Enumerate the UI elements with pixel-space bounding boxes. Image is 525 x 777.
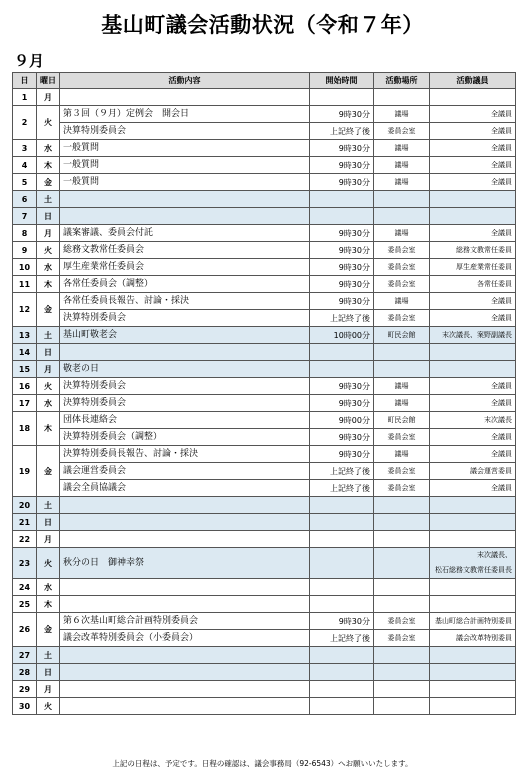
place-cell: 委員会室 xyxy=(374,429,430,446)
time-cell xyxy=(310,579,374,596)
weekday-cell: 水 xyxy=(37,259,60,276)
table-row xyxy=(13,630,516,647)
members-cell xyxy=(430,681,516,698)
table-row xyxy=(13,412,516,429)
table-row xyxy=(13,378,516,395)
weekday-cell: 火 xyxy=(37,106,60,140)
time-cell: 9時30分 xyxy=(310,446,374,463)
activity-cell: 決算特別委員長報告、討論・採決 xyxy=(60,446,310,463)
day-cell: 26 xyxy=(13,613,37,647)
place-cell xyxy=(374,548,430,579)
weekday-cell: 月 xyxy=(37,89,60,106)
time-cell xyxy=(310,531,374,548)
activity-cell xyxy=(60,191,310,208)
weekday-cell: 水 xyxy=(37,579,60,596)
day-cell: 5 xyxy=(13,174,37,191)
weekday-cell: 金 xyxy=(37,293,60,327)
weekday-cell: 日 xyxy=(37,514,60,531)
weekday-cell: 火 xyxy=(37,548,60,579)
weekday-cell: 木 xyxy=(37,276,60,293)
members-cell xyxy=(430,514,516,531)
table-row xyxy=(13,123,516,140)
activity-cell xyxy=(60,89,310,106)
table-row xyxy=(13,446,516,463)
place-cell: 委員会室 xyxy=(374,310,430,327)
activity-cell: 議会改革特別委員会（小委員会） xyxy=(60,630,310,647)
day-cell: 25 xyxy=(13,596,37,613)
time-cell: 上記終了後 xyxy=(310,630,374,647)
table-row xyxy=(13,259,516,276)
table-row xyxy=(13,276,516,293)
place-cell: 委員会室 xyxy=(374,630,430,647)
time-cell xyxy=(310,89,374,106)
weekday-cell: 月 xyxy=(37,681,60,698)
table-row xyxy=(13,208,516,225)
table-row xyxy=(13,191,516,208)
activity-cell: 決算特別委員会 xyxy=(60,310,310,327)
day-cell: 8 xyxy=(13,225,37,242)
day-cell: 19 xyxy=(13,446,37,497)
weekday-cell: 土 xyxy=(37,327,60,344)
time-cell xyxy=(310,361,374,378)
time-cell xyxy=(310,647,374,664)
place-cell: 議場 xyxy=(374,157,430,174)
time-cell: 上記終了後 xyxy=(310,310,374,327)
time-cell: 上記終了後 xyxy=(310,123,374,140)
day-cell: 4 xyxy=(13,157,37,174)
activity-cell: 厚生産業常任委員会 xyxy=(60,259,310,276)
table-row xyxy=(13,361,516,378)
day-cell: 17 xyxy=(13,395,37,412)
activity-cell: 各常任委員長報告、討論・採決 xyxy=(60,293,310,310)
day-cell: 7 xyxy=(13,208,37,225)
weekday-cell: 水 xyxy=(37,395,60,412)
day-cell: 3 xyxy=(13,140,37,157)
activity-cell: 団体長連絡会 xyxy=(60,412,310,429)
table-row xyxy=(13,647,516,664)
members-cell xyxy=(430,344,516,361)
members-cell: 基山町総合計画特別委員 xyxy=(430,613,516,630)
footer-note: 上記の日程は、予定です。日程の確認は、議会事務局（92-6543）へお願いいたします。 xyxy=(112,759,413,768)
members-cell xyxy=(430,531,516,548)
weekday-cell: 土 xyxy=(37,191,60,208)
members-cell: 全議員 xyxy=(430,225,516,242)
time-cell: 9時30分 xyxy=(310,395,374,412)
place-cell xyxy=(374,191,430,208)
members-cell: 全議員 xyxy=(430,480,516,497)
weekday-cell: 水 xyxy=(37,140,60,157)
place-cell: 議場 xyxy=(374,395,430,412)
members-cell xyxy=(430,208,516,225)
activity-cell xyxy=(60,579,310,596)
table-row xyxy=(13,106,516,123)
day-cell: 1 xyxy=(13,89,37,106)
table-row xyxy=(13,613,516,630)
members-cell xyxy=(430,361,516,378)
day-cell: 13 xyxy=(13,327,37,344)
members-cell: 全議員 xyxy=(430,106,516,123)
time-cell xyxy=(310,497,374,514)
day-cell: 30 xyxy=(13,698,37,715)
weekday-cell: 木 xyxy=(37,157,60,174)
members-cell xyxy=(430,579,516,596)
place-cell xyxy=(374,579,430,596)
table-row xyxy=(13,579,516,596)
activity-cell xyxy=(60,514,310,531)
weekday-cell: 土 xyxy=(37,647,60,664)
members-cell: 総務文教常任委員 xyxy=(430,242,516,259)
table-row xyxy=(13,698,516,715)
place-cell xyxy=(374,531,430,548)
activity-cell: 一般質問 xyxy=(60,140,310,157)
activity-cell xyxy=(60,698,310,715)
members-cell: 全議員 xyxy=(430,293,516,310)
day-cell: 16 xyxy=(13,378,37,395)
day-cell: 24 xyxy=(13,579,37,596)
place-cell xyxy=(374,681,430,698)
time-cell xyxy=(310,664,374,681)
place-cell: 町民会館 xyxy=(374,327,430,344)
header-day: 日 xyxy=(13,73,37,89)
time-cell: 上記終了後 xyxy=(310,463,374,480)
table-row xyxy=(13,293,516,310)
table-row xyxy=(13,89,516,106)
day-cell: 9 xyxy=(13,242,37,259)
time-cell xyxy=(310,596,374,613)
table-row xyxy=(13,174,516,191)
day-cell: 27 xyxy=(13,647,37,664)
activity-cell: 総務文教常任委員会 xyxy=(60,242,310,259)
time-cell: 9時30分 xyxy=(310,378,374,395)
place-cell xyxy=(374,647,430,664)
activity-cell xyxy=(60,681,310,698)
activity-cell xyxy=(60,596,310,613)
time-cell xyxy=(310,548,374,579)
page-title: 基山町議会活動状況（令和７年） xyxy=(101,13,424,37)
place-cell: 議場 xyxy=(374,378,430,395)
activity-cell: 秋分の日 御神幸祭 xyxy=(60,548,310,579)
activity-cell: 議会全員協議会 xyxy=(60,480,310,497)
weekday-cell: 土 xyxy=(37,497,60,514)
table-row xyxy=(13,497,516,514)
time-cell: 9時30分 xyxy=(310,429,374,446)
header-members: 活動議員 xyxy=(430,73,516,89)
day-cell: 20 xyxy=(13,497,37,514)
activity-cell xyxy=(60,647,310,664)
month-label: ９月 xyxy=(14,52,45,70)
place-cell: 委員会室 xyxy=(374,242,430,259)
place-cell xyxy=(374,344,430,361)
activity-cell: 第３回（９月）定例会 開会日 xyxy=(60,106,310,123)
table-row xyxy=(13,548,516,579)
table-row xyxy=(13,429,516,446)
header-weekday: 曜日 xyxy=(37,73,60,89)
time-cell: 9時00分 xyxy=(310,412,374,429)
activity-cell: 基山町敬老会 xyxy=(60,327,310,344)
day-cell: 15 xyxy=(13,361,37,378)
place-cell xyxy=(374,497,430,514)
members-cell: 各常任委員 xyxy=(430,276,516,293)
members-cell: 議会改革特別委員 xyxy=(430,630,516,647)
schedule-body xyxy=(13,89,516,715)
table-row xyxy=(13,531,516,548)
members-cell: 全議員 xyxy=(430,429,516,446)
place-cell: 委員会室 xyxy=(374,259,430,276)
activity-cell: 一般質問 xyxy=(60,157,310,174)
time-cell: 9時30分 xyxy=(310,174,374,191)
weekday-cell: 火 xyxy=(37,698,60,715)
table-row xyxy=(13,225,516,242)
place-cell: 町民会館 xyxy=(374,412,430,429)
members-cell xyxy=(430,191,516,208)
activity-cell xyxy=(60,344,310,361)
weekday-cell: 月 xyxy=(37,225,60,242)
place-cell xyxy=(374,664,430,681)
place-cell xyxy=(374,514,430,531)
place-cell: 議場 xyxy=(374,293,430,310)
activity-cell: 決算特別委員会 xyxy=(60,395,310,412)
activity-cell: 議会運営委員会 xyxy=(60,463,310,480)
place-cell: 議場 xyxy=(374,106,430,123)
members-cell: 末次議長 xyxy=(430,412,516,429)
day-cell: 18 xyxy=(13,412,37,446)
weekday-cell: 金 xyxy=(37,446,60,497)
header-time: 開始時間 xyxy=(310,73,374,89)
weekday-cell: 火 xyxy=(37,378,60,395)
day-cell: 28 xyxy=(13,664,37,681)
schedule-table xyxy=(12,72,516,715)
header-activity: 活動内容 xyxy=(60,73,310,89)
activity-cell: 各常任委員会（調整） xyxy=(60,276,310,293)
members-cell: 全議員 xyxy=(430,395,516,412)
place-cell: 委員会室 xyxy=(374,613,430,630)
members-cell: 全議員 xyxy=(430,157,516,174)
activity-cell xyxy=(60,664,310,681)
members-cell: 厚生産業常任委員 xyxy=(430,259,516,276)
activity-cell: 決算特別委員会 xyxy=(60,123,310,140)
table-row xyxy=(13,463,516,480)
table-header-row xyxy=(13,73,516,89)
place-cell: 委員会室 xyxy=(374,123,430,140)
time-cell: 9時30分 xyxy=(310,157,374,174)
day-cell: 10 xyxy=(13,259,37,276)
place-cell xyxy=(374,596,430,613)
activity-cell: 敬老の日 xyxy=(60,361,310,378)
table-row xyxy=(13,344,516,361)
activity-cell: 決算特別委員会（調整） xyxy=(60,429,310,446)
time-cell: 9時30分 xyxy=(310,276,374,293)
members-cell: 末次議長、 松石総務文教常任委員長 xyxy=(430,548,516,579)
table-row xyxy=(13,681,516,698)
time-cell: 9時30分 xyxy=(310,106,374,123)
weekday-cell: 金 xyxy=(37,613,60,647)
time-cell: 9時30分 xyxy=(310,242,374,259)
members-cell xyxy=(430,596,516,613)
table-row xyxy=(13,157,516,174)
members-cell xyxy=(430,647,516,664)
time-cell: 上記終了後 xyxy=(310,480,374,497)
time-cell xyxy=(310,208,374,225)
weekday-cell: 日 xyxy=(37,208,60,225)
members-cell: 全議員 xyxy=(430,123,516,140)
place-cell: 委員会室 xyxy=(374,480,430,497)
place-cell: 委員会室 xyxy=(374,276,430,293)
time-cell xyxy=(310,681,374,698)
members-cell: 末次議長、案野副議長 xyxy=(430,327,516,344)
table-row xyxy=(13,140,516,157)
activity-cell: 決算特別委員会 xyxy=(60,378,310,395)
place-cell xyxy=(374,698,430,715)
time-cell: 9時30分 xyxy=(310,225,374,242)
table-row xyxy=(13,395,516,412)
activity-cell: 第６次基山町総合計画特別委員会 xyxy=(60,613,310,630)
table-row xyxy=(13,514,516,531)
weekday-cell: 月 xyxy=(37,361,60,378)
place-cell: 議場 xyxy=(374,446,430,463)
day-cell: 23 xyxy=(13,548,37,579)
day-cell: 21 xyxy=(13,514,37,531)
day-cell: 12 xyxy=(13,293,37,327)
day-cell: 29 xyxy=(13,681,37,698)
day-cell: 11 xyxy=(13,276,37,293)
activity-cell xyxy=(60,497,310,514)
time-cell: 9時30分 xyxy=(310,140,374,157)
members-cell: 全議員 xyxy=(430,446,516,463)
weekday-cell: 日 xyxy=(37,664,60,681)
place-cell xyxy=(374,361,430,378)
time-cell: 9時30分 xyxy=(310,293,374,310)
members-cell: 議会運営委員 xyxy=(430,463,516,480)
day-cell: 14 xyxy=(13,344,37,361)
weekday-cell: 日 xyxy=(37,344,60,361)
activity-cell: 一般質問 xyxy=(60,174,310,191)
header-place: 活動場所 xyxy=(374,73,430,89)
weekday-cell: 木 xyxy=(37,412,60,446)
table-row xyxy=(13,480,516,497)
members-cell xyxy=(430,664,516,681)
members-cell: 全議員 xyxy=(430,174,516,191)
members-cell: 全議員 xyxy=(430,310,516,327)
place-cell xyxy=(374,208,430,225)
time-cell: 9時30分 xyxy=(310,259,374,276)
activity-cell xyxy=(60,208,310,225)
weekday-cell: 火 xyxy=(37,242,60,259)
members-cell: 全議員 xyxy=(430,378,516,395)
table-row xyxy=(13,596,516,613)
activity-cell: 議案審議、委員会付託 xyxy=(60,225,310,242)
table-row xyxy=(13,242,516,259)
table-row xyxy=(13,310,516,327)
day-cell: 22 xyxy=(13,531,37,548)
members-cell xyxy=(430,497,516,514)
table-row xyxy=(13,664,516,681)
place-cell: 議場 xyxy=(374,174,430,191)
place-cell xyxy=(374,89,430,106)
place-cell: 議場 xyxy=(374,140,430,157)
day-cell: 6 xyxy=(13,191,37,208)
weekday-cell: 木 xyxy=(37,596,60,613)
members-cell xyxy=(430,89,516,106)
members-cell xyxy=(430,698,516,715)
table-row xyxy=(13,327,516,344)
time-cell xyxy=(310,698,374,715)
weekday-cell: 金 xyxy=(37,174,60,191)
place-cell: 委員会室 xyxy=(374,463,430,480)
members-cell: 全議員 xyxy=(430,140,516,157)
weekday-cell: 月 xyxy=(37,531,60,548)
place-cell: 議場 xyxy=(374,225,430,242)
time-cell: 10時00分 xyxy=(310,327,374,344)
time-cell: 9時30分 xyxy=(310,613,374,630)
activity-cell xyxy=(60,531,310,548)
time-cell xyxy=(310,514,374,531)
time-cell xyxy=(310,344,374,361)
time-cell xyxy=(310,191,374,208)
day-cell: 2 xyxy=(13,106,37,140)
